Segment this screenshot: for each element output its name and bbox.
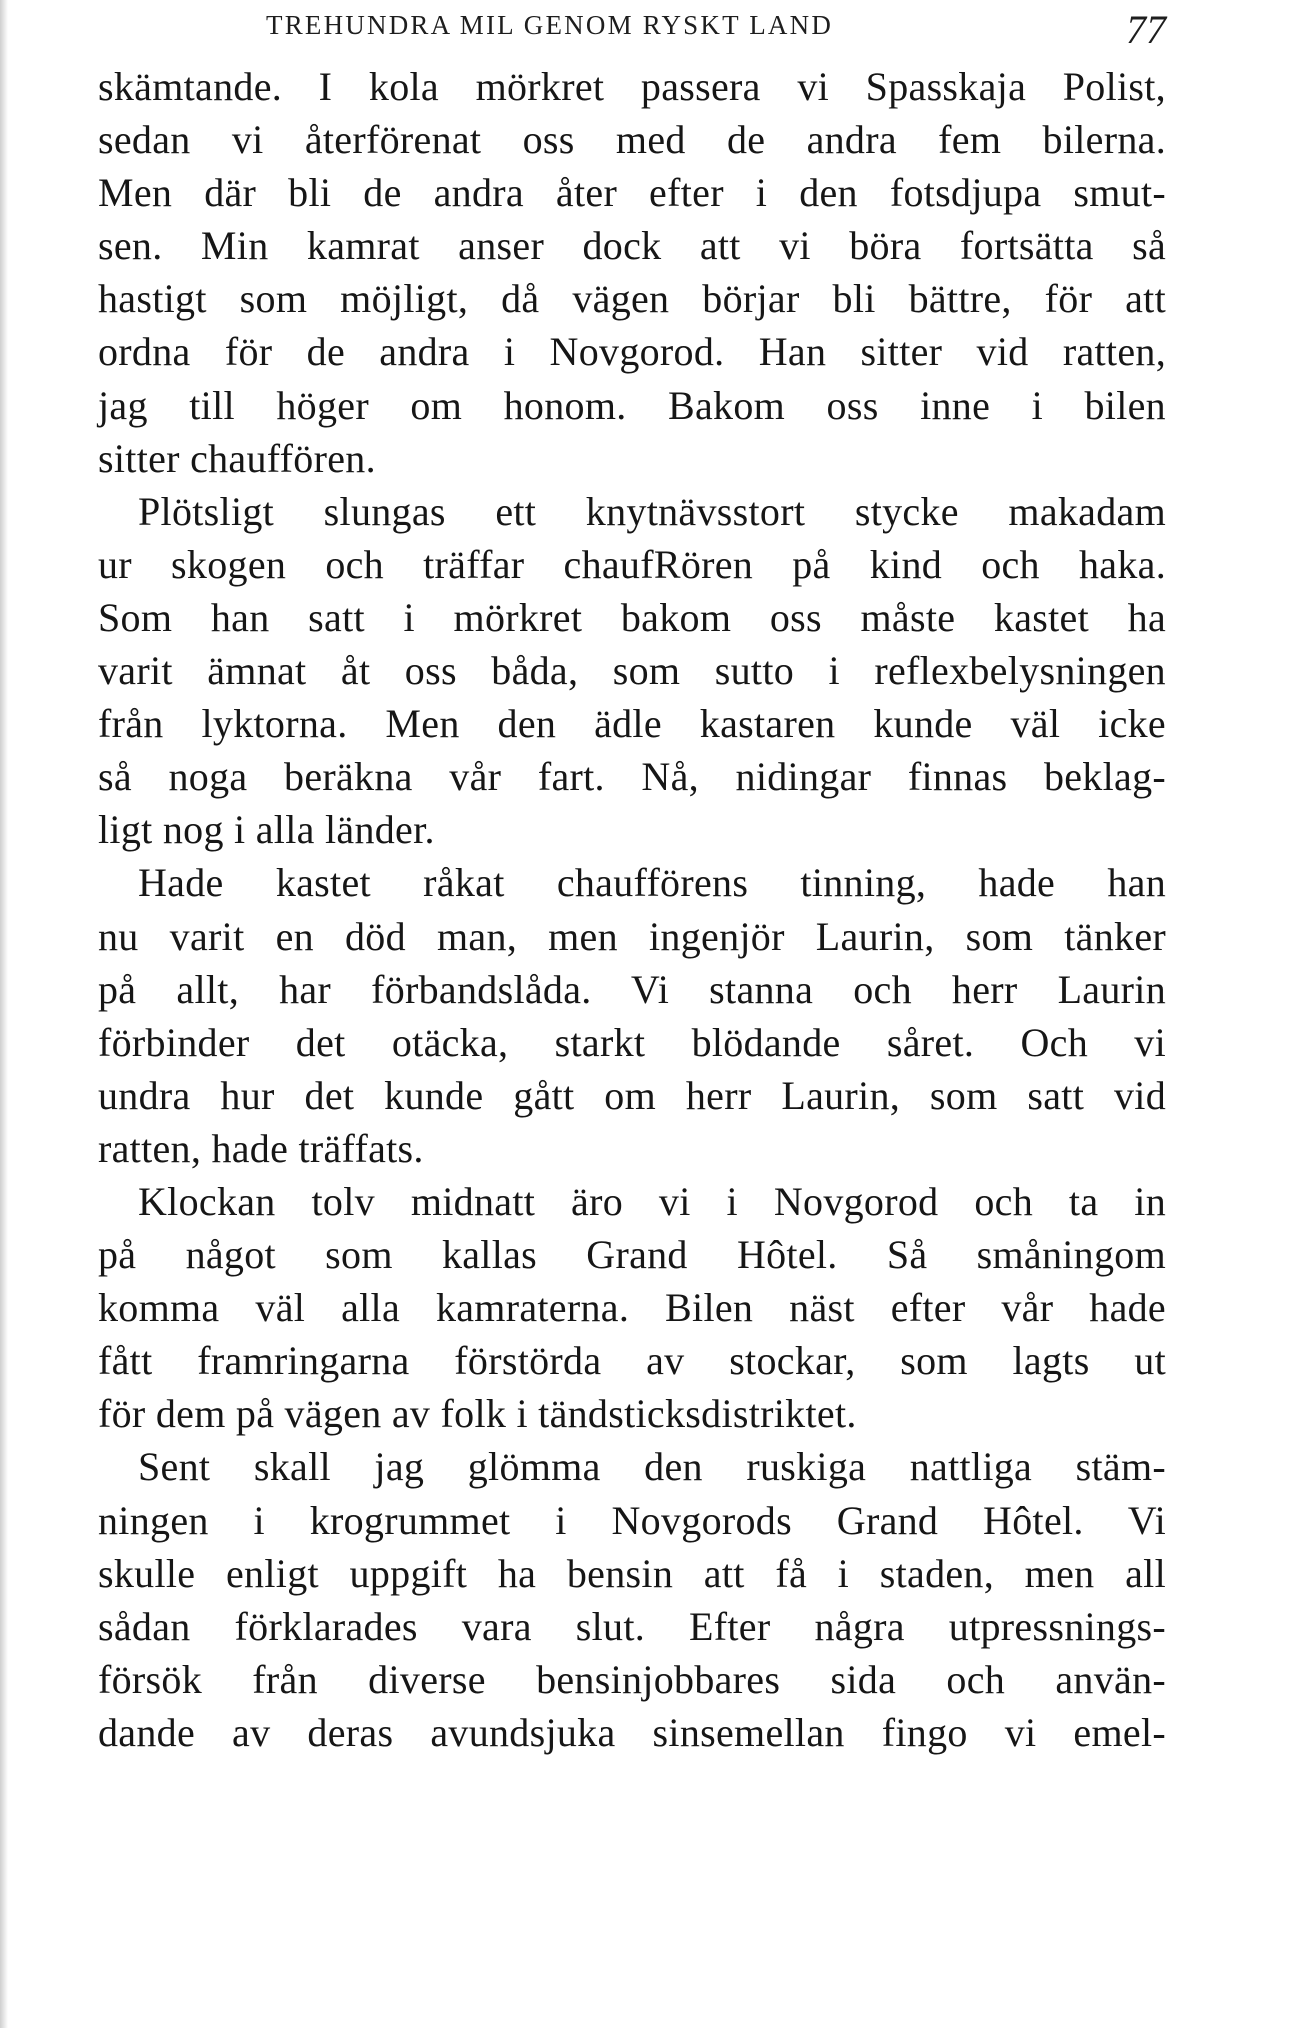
text-line: sådan förklarades vara slut. Efter några utpressnings- — [98, 1603, 1166, 1649]
text-line: Sent skall jag glömma den ruskiga nattliga stäm- — [138, 1444, 1166, 1490]
text-line: Klockan tolv midnatt äro vi i Novgorod och ta in — [138, 1178, 1166, 1224]
page-edge-shadow — [0, 0, 8, 2028]
text-line: hastigt som möjligt, då vägen börjar bli bättre, för att — [98, 276, 1166, 322]
text-line: förbinder det otäcka, starkt blödande såret. Och vi — [98, 1019, 1166, 1065]
text-line: ur skogen och träffar chaufRören på kind och haka. — [98, 541, 1166, 587]
body-text — [98, 60, 1166, 1759]
text-line: nu varit en död man, men ingenjör Laurin, som tänker — [98, 913, 1166, 959]
text-line: ligt nog i alla länder. — [98, 807, 435, 853]
text-line: så noga beräkna vår fart. Nå, nidingar finnas beklag- — [98, 754, 1166, 800]
text-line: från lyktorna. Men den ädle kastaren kunde väl icke — [98, 701, 1166, 747]
text-line: Men där bli de andra åter efter i den fotsdjupa smut- — [98, 170, 1166, 216]
text-line: varit ämnat åt oss båda, som sutto i reflexbelysningen — [98, 648, 1166, 694]
text-line: undra hur det kunde gått om herr Laurin, som satt vid — [98, 1072, 1166, 1118]
text-line: på något som kallas Grand Hôtel. Så småningom — [98, 1232, 1166, 1278]
text-line: skämtande. I kola mörkret passera vi Spasskaja Polist, — [98, 64, 1166, 109]
page-number: 77 — [1126, 7, 1166, 52]
text-line: sedan vi återförenat oss med de andra fem bilerna. — [98, 117, 1166, 163]
text-line: Som han satt i mörkret bakom oss måste kastet ha — [98, 594, 1166, 640]
text-line: ningen i krogrummet i Novgorods Grand Hôtel. Vi — [98, 1497, 1166, 1543]
text-line: Hade kastet råkat chaufförens tinning, hade han — [138, 860, 1166, 906]
text-line: fått framringarna förstörda av stockar, som lagts ut — [98, 1338, 1166, 1384]
text-line: för dem på vägen av folk i tändsticksdistriktet. — [98, 1391, 857, 1437]
text-line: jag till höger om honom. Bakom oss inne i bilen — [98, 382, 1166, 428]
text-line: ratten, hade träffats. — [98, 1125, 424, 1171]
text-line: försök från diverse bensinjobbares sida och använ- — [98, 1656, 1166, 1702]
text-line: sitter chauffören. — [98, 435, 376, 481]
page-header — [98, 8, 1166, 58]
text-line: sen. Min kamrat anser dock att vi böra fortsätta så — [98, 223, 1166, 269]
text-line: Plötsligt slungas ett knytnävsstort stycke makadam — [138, 488, 1166, 534]
text-line: ordna för de andra i Novgorod. Han sitter vid ratten, — [98, 329, 1166, 375]
running-title: TREHUNDRA MIL GENOM RYSKT LAND — [266, 10, 834, 40]
text-line: på allt, har förbandslåda. Vi stanna och herr Laurin — [98, 966, 1166, 1012]
text-line: komma väl alla kamraterna. Bilen näst efter vår hade — [98, 1285, 1166, 1331]
text-line: skulle enligt uppgift ha bensin att få i staden, men all — [98, 1550, 1166, 1596]
text-line: dande av deras avundsjuka sinsemellan fingo vi emel- — [98, 1709, 1166, 1755]
